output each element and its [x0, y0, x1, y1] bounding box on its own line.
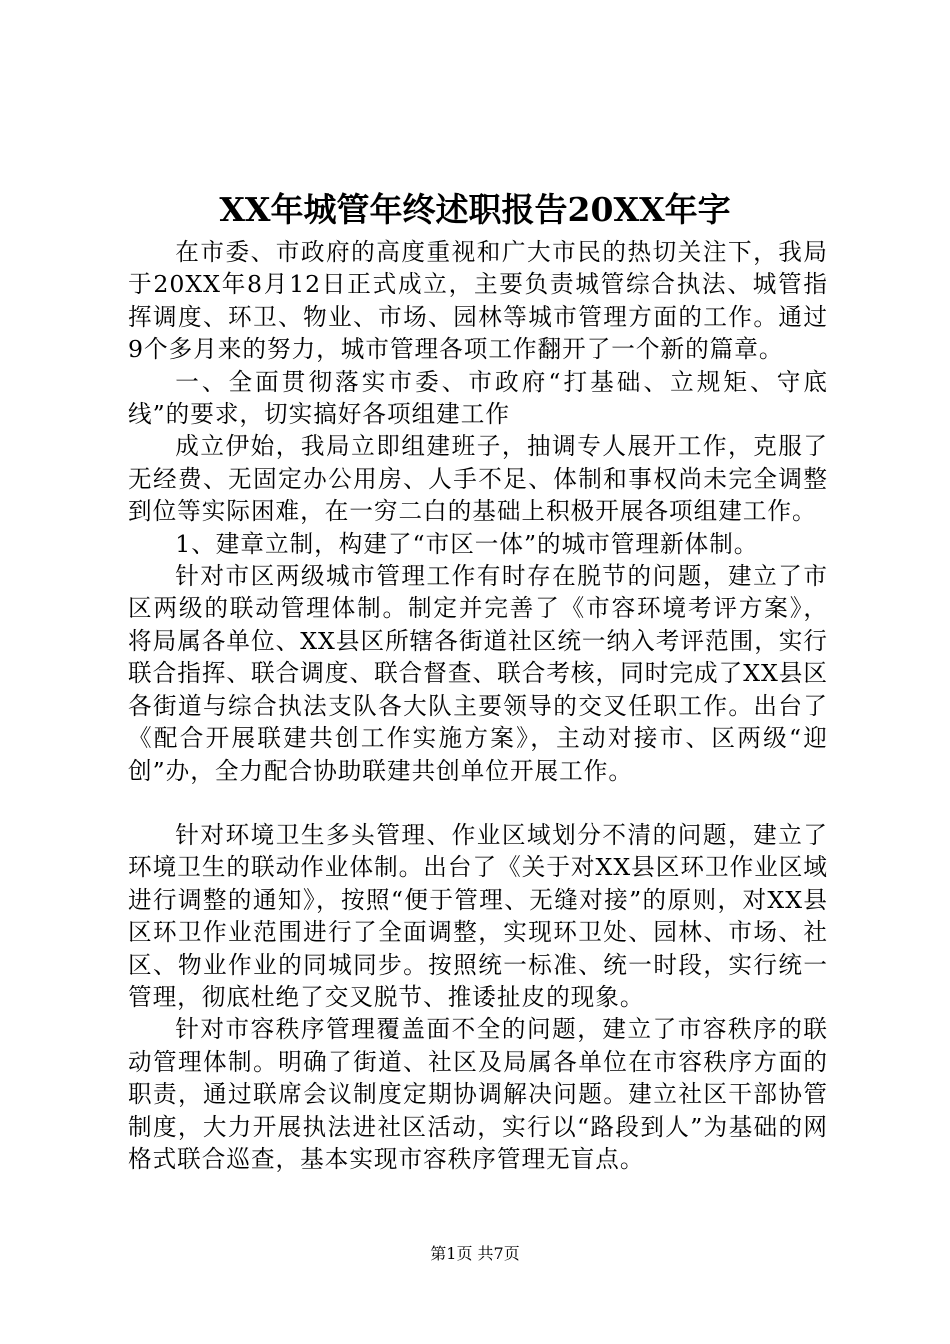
page-footer: 第1页 共7页 [430, 1244, 520, 1263]
paragraph-city-order: 针对市容秩序管理覆盖面不全的问题，建立了市容秩序的联动管理体制。明确了街道、社区及局属各单位在市容秩序方面的职责，通过联席会议制度定期协调解决问题。建立社区干部协管制度，大力开展执法进社区活动，实行以“路段到人”为基础的网格式联合巡查，基本实现市容秩序管理无盲点。 [128, 1015, 828, 1173]
section-heading-1: 一、全面贯彻落实市委、市政府“打基础、立规矩、守底线”的要求，切实搞好各项组建工作 [128, 367, 828, 429]
paragraph-founding: 成立伊始，我局立即组建班子，抽调专人展开工作，克服了无经费、无固定办公用房、人手不足、体制和事权尚未完全调整到位等实际困难，在一穷二白的基础上积极开展各项组建工作。 [128, 432, 828, 526]
subheading-1: 1、建章立制，构建了“市区一体”的城市管理新体制。 [175, 529, 759, 558]
document-title: XX年城管年终述职报告20XX年字 [219, 190, 731, 229]
paragraph-linkage-system: 针对市区两级城市管理工作有时存在脱节的问题，建立了市区两级的联动管理体制。制定并完善了《市容环境考评方案》，将局属各单位、XX县区所辖各街道社区统一纳入考评范围，实行联合指挥、联合调度、联合督查、联合考核，同时完成了XX县区各街道与综合执法支队各大队主要领导的交叉任职工作。出台了《配合开展联建共创工作实施方案》，主动对接市、区两级“迎创”办，全力配合协助联建共创单位开展工作。 [128, 562, 828, 785]
paragraph-sanitation: 针对环境卫生多头管理、作业区域划分不清的问题，建立了环境卫生的联动作业体制。出台了《关于对XX县区环卫作业区域进行调整的通知》，按照“便于管理、无缝对接”的原则，对XX县区环卫作业范围进行了全面调整，实现环卫处、园林、市场、社区、物业作业的同城同步。按照统一标准、统一时段，实行统一管理，彻底杜绝了交叉脱节、推诿扯皮的现象。 [128, 820, 828, 1011]
document-body [128, 236, 828, 1175]
paragraph-intro: 在市委、市政府的高度重视和广大市民的热切关注下，我局于20XX年8月12日正式成立，主要负责城管综合执法、城管指挥调度、环卫、物业、市场、园林等城市管理方面的工作。通过9个多月来的努力，城市管理各项工作翻开了一个新的篇章。 [128, 238, 828, 364]
